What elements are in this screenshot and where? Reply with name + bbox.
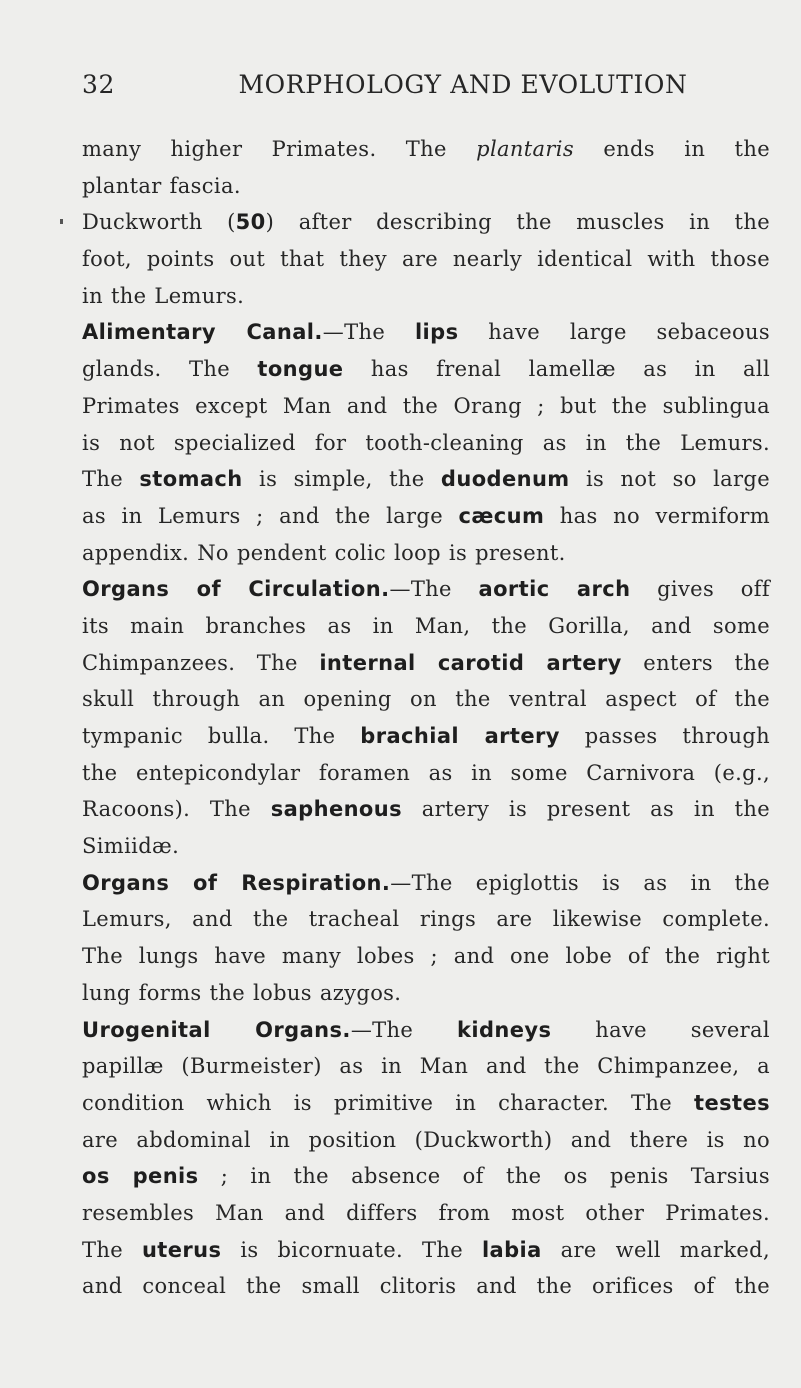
text-run: Chimpanzees. The	[82, 650, 320, 675]
text-line	[82, 1085, 770, 1122]
text-run: is not so large	[569, 467, 770, 492]
text-line	[82, 755, 770, 792]
bold-term: uterus	[141, 1237, 222, 1262]
text-line	[82, 278, 770, 315]
text-run: and conceal the small clitoris and the orifices of the	[82, 1274, 770, 1299]
bold-term: testes	[694, 1090, 770, 1115]
text-run: Simiidæ.	[82, 834, 180, 859]
text-run: are abdominal in position (Duckworth) and there is no	[82, 1127, 770, 1152]
text-run: enters the	[621, 650, 770, 675]
text-line	[82, 1048, 770, 1085]
bold-term: kidneys	[457, 1017, 552, 1042]
text-run: The	[82, 467, 140, 492]
text-run: resembles Man and differs from most other Primates.	[82, 1200, 770, 1225]
text-run: Lemurs, and the tracheal rings are likewise complete.	[82, 907, 770, 932]
text-run: Racoons). The	[82, 797, 271, 822]
italic-term: plantaris	[476, 137, 575, 161]
text-line	[82, 791, 770, 828]
text-line	[82, 1232, 770, 1269]
text-run: condition which is primitive in character. The	[82, 1090, 695, 1115]
text-line	[82, 425, 770, 462]
text-run: appendix. No pendent colic loop is present.	[82, 540, 566, 565]
text-run: Duckworth (	[82, 210, 236, 235]
bold-term: os penis	[82, 1164, 199, 1189]
text-line	[82, 314, 770, 351]
text-run: —The	[389, 577, 479, 602]
text-run: foot, points out that they are nearly identical with those	[82, 247, 770, 272]
text-run: The	[82, 1237, 142, 1262]
bold-term: internal carotid artery	[319, 650, 622, 675]
running-title: MORPHOLOGY AND EVOLUTION	[238, 70, 688, 99]
text-line	[82, 241, 770, 278]
text-run: has no vermiform	[544, 503, 770, 528]
text-line	[82, 168, 770, 205]
bold-term: Alimentary Canal.	[82, 320, 323, 345]
text-line	[82, 131, 770, 168]
text-run: its main branches as in Man, the Gorilla, and some	[82, 613, 770, 638]
text-line	[82, 975, 770, 1012]
text-line	[82, 608, 770, 645]
text-line	[82, 828, 770, 865]
text-run: ) after describing the muscles in the	[265, 210, 770, 235]
margin-mark	[60, 219, 63, 224]
text-run: in the Lemurs.	[82, 283, 245, 308]
text-run: is bicornuate. The	[221, 1237, 482, 1262]
page-number: 32	[82, 70, 116, 99]
text-run: glands. The	[82, 357, 258, 382]
text-run: —The	[322, 320, 415, 345]
bold-term: 50	[235, 210, 266, 235]
text-run: gives off	[630, 577, 770, 602]
text-line	[82, 388, 770, 425]
text-line	[82, 681, 770, 718]
bold-term: brachial artery	[360, 724, 560, 748]
text-line	[82, 571, 770, 608]
text-line	[82, 351, 770, 388]
text-line	[82, 498, 770, 535]
text-line	[82, 204, 770, 241]
text-line	[82, 1158, 770, 1195]
bold-term: tongue	[257, 357, 344, 382]
text-run: is simple, the	[242, 467, 441, 492]
text-run: passes through	[559, 724, 770, 748]
text-line	[82, 645, 770, 682]
text-line	[82, 718, 770, 755]
text-run: are well marked,	[541, 1237, 770, 1262]
body-text	[82, 131, 770, 1305]
text-run: lung forms the lobus azygos.	[82, 980, 402, 1005]
bold-term: Urogenital Organs.	[82, 1017, 351, 1042]
text-line	[82, 938, 770, 975]
bold-term: Organs of Respiration.	[82, 870, 391, 895]
text-line	[82, 535, 770, 572]
bold-term: labia	[481, 1237, 542, 1262]
bold-term: stomach	[139, 467, 243, 492]
text-run: artery is present as in the	[402, 797, 770, 822]
text-run: Primates except Man and the Orang ; but the sublingua	[82, 393, 770, 418]
bold-term: cæcum	[458, 503, 545, 528]
text-line	[82, 1195, 770, 1232]
bold-term: duodenum	[440, 467, 570, 492]
bold-term: lips	[414, 320, 459, 345]
text-line	[82, 1268, 770, 1305]
text-run: the entepicondylar foramen as in some Carnivora (e.g.,	[82, 760, 770, 785]
text-run: tympanic bulla. The	[82, 724, 361, 748]
text-line	[82, 461, 770, 498]
text-line	[82, 1122, 770, 1159]
text-run: skull through an opening on the ventral aspect of the	[82, 687, 770, 712]
text-run: papillæ (Burmeister) as in Man and the Chimpanzee, a	[82, 1054, 770, 1079]
text-run: —The epiglottis is as in the	[390, 870, 771, 895]
bold-term: saphenous	[270, 797, 403, 822]
text-run: The lungs have many lobes ; and one lobe of the right	[82, 944, 770, 969]
text-run: ; in the absence of the os penis Tarsius	[198, 1164, 770, 1189]
bold-term: aortic arch	[478, 577, 631, 602]
text-run: have large sebaceous	[458, 320, 770, 345]
text-run: has frenal lamellæ as in all	[343, 357, 771, 382]
text-run: have several	[551, 1017, 770, 1042]
text-line	[82, 865, 770, 902]
text-run: plantar fascia.	[82, 173, 241, 198]
text-run: —The	[350, 1017, 457, 1042]
text-line	[82, 1012, 770, 1049]
text-line	[82, 901, 770, 938]
text-run: many higher Primates. The	[82, 137, 477, 161]
text-run: is not specialized for tooth-cleaning as in the Lemurs.	[82, 430, 770, 455]
bold-term: Organs of Circulation.	[82, 577, 390, 602]
text-run: as in Lemurs ; and the large	[82, 503, 459, 528]
page-header	[82, 70, 724, 104]
text-run: ends in the	[574, 137, 770, 161]
